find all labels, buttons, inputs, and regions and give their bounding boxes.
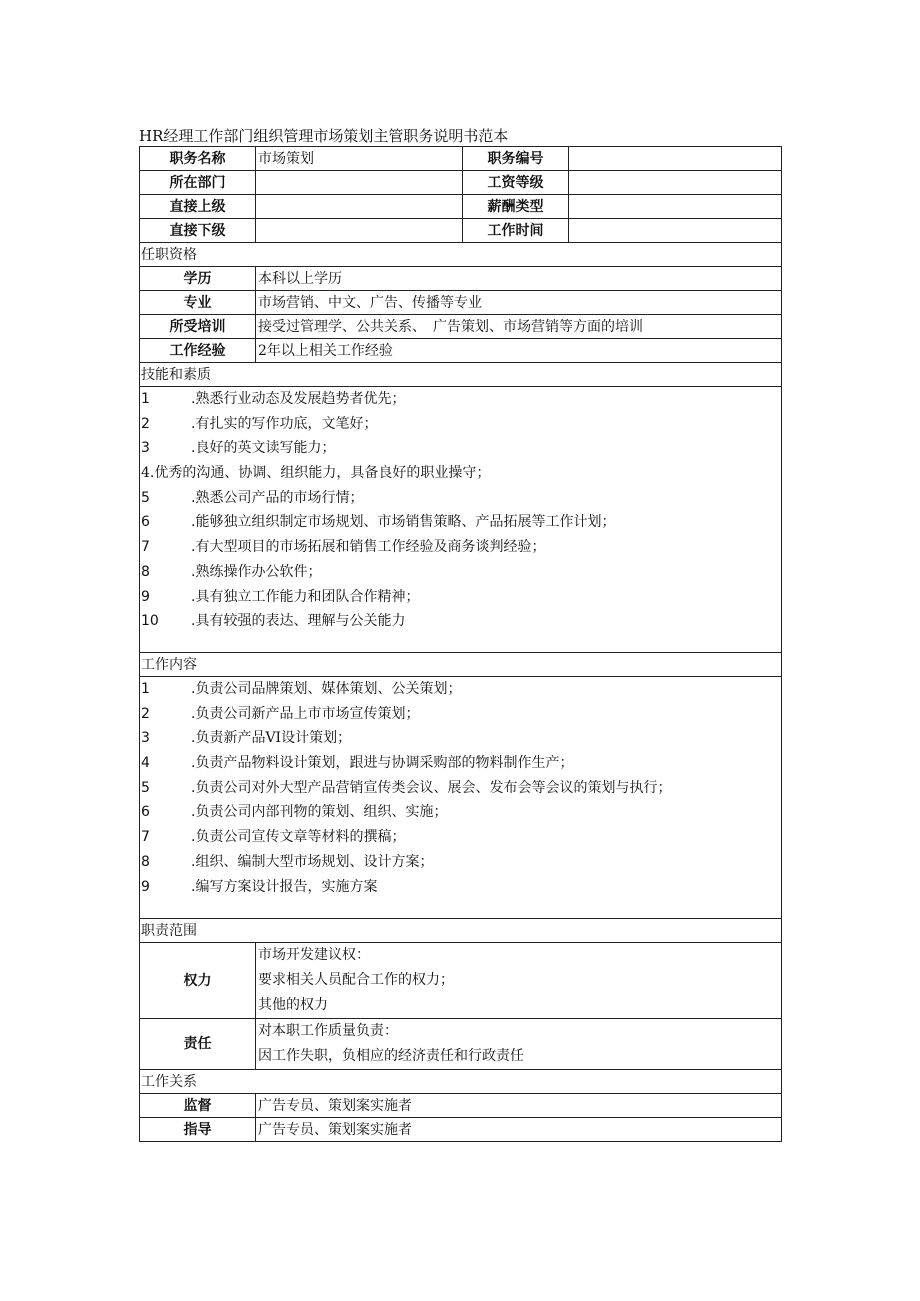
work-heading: 工作内容 bbox=[140, 653, 782, 677]
relation-row bbox=[140, 1094, 782, 1118]
qualification-label: 专业 bbox=[140, 291, 256, 315]
basic-value: 市场策划 bbox=[256, 147, 463, 171]
item-number: 6 bbox=[141, 804, 150, 821]
qualification-row bbox=[140, 267, 782, 291]
power-label: 权力 bbox=[140, 943, 256, 1019]
duty-row bbox=[140, 1019, 782, 1070]
basic-value bbox=[256, 195, 463, 219]
basic-value bbox=[256, 171, 463, 195]
basic-label: 直接下级 bbox=[140, 219, 256, 243]
power-row bbox=[140, 943, 782, 1019]
relation-label: 监督 bbox=[140, 1094, 256, 1118]
basic-label: 工作时间 bbox=[463, 219, 569, 243]
qualification-value: 市场营销、中文、广告、传播等专业 bbox=[256, 291, 782, 315]
basic-value bbox=[256, 219, 463, 243]
item-number: 8 bbox=[141, 853, 150, 870]
relations-heading: 工作关系 bbox=[140, 1070, 782, 1094]
qualification-row bbox=[140, 315, 782, 339]
item-text: .组织、编制大型市场规划、设计方案； bbox=[191, 853, 434, 870]
item-number: 2 bbox=[141, 415, 150, 432]
qualification-row bbox=[140, 291, 782, 315]
basic-row bbox=[140, 195, 782, 219]
item-number: 6 bbox=[141, 514, 150, 531]
qualification-label: 工作经验 bbox=[140, 339, 256, 363]
basic-label: 薪酬类型 bbox=[463, 195, 569, 219]
item-text: .熟练操作办公软件； bbox=[191, 563, 322, 580]
section-heading-row bbox=[140, 653, 782, 677]
basic-value bbox=[569, 219, 782, 243]
list-item bbox=[140, 609, 781, 634]
basic-row bbox=[140, 171, 782, 195]
item-number: 2 bbox=[141, 705, 150, 722]
basic-label: 职务名称 bbox=[140, 147, 256, 171]
qualification-row bbox=[140, 339, 782, 363]
work-list bbox=[140, 677, 782, 919]
basic-row bbox=[140, 219, 782, 243]
item-text: .熟悉公司产品的市场行情； bbox=[191, 489, 364, 506]
list-item bbox=[140, 461, 781, 486]
item-text: .负责公司品牌策划、媒体策划、公关策划； bbox=[191, 681, 462, 697]
basic-label: 工资等级 bbox=[463, 171, 569, 195]
duty-lines bbox=[256, 1019, 782, 1070]
item-text: .有大型项目的市场拓展和销售工作经验及商务谈判经验； bbox=[191, 539, 546, 556]
basic-value bbox=[569, 147, 782, 171]
list-item bbox=[140, 800, 781, 825]
list-item bbox=[140, 726, 781, 751]
scope-heading: 职责范围 bbox=[140, 919, 782, 943]
qualifications-heading: 任职资格 bbox=[140, 243, 782, 267]
basic-label: 职务编号 bbox=[463, 147, 569, 171]
qualification-value: 2年以上相关工作经验 bbox=[256, 339, 782, 363]
item-number: 5 bbox=[141, 779, 150, 796]
item-text: .能够独立组织制定市场规划、市场销售策略、产品拓展等工作计划； bbox=[191, 514, 616, 531]
skills-list bbox=[140, 387, 782, 653]
relation-row bbox=[140, 1118, 782, 1142]
duty-label: 责任 bbox=[140, 1019, 256, 1070]
list-item bbox=[140, 677, 781, 702]
power-lines bbox=[256, 943, 782, 1019]
document-title: HR经理工作部门组织管理市场策划主管职务说明书范本 bbox=[139, 127, 509, 145]
item-text: .负责公司宣传文章等材料的撰稿； bbox=[191, 829, 406, 846]
section-heading-row bbox=[140, 919, 782, 943]
duty-line: 因工作失职，负相应的经济责任和行政责任 bbox=[258, 1048, 524, 1064]
power-line: 其他的权力 bbox=[258, 997, 328, 1013]
relation-label: 指导 bbox=[140, 1118, 256, 1142]
basic-row bbox=[140, 147, 782, 171]
list-item bbox=[140, 776, 781, 801]
item-number: 9 bbox=[141, 588, 150, 605]
power-line: 市场开发建议权： bbox=[258, 947, 370, 963]
item-text: .负责公司内部刊物的策划、组织、实施； bbox=[191, 804, 448, 821]
item-text: .负责公司对外大型产品营销宣传类会议、展会、发布会等会议的策划与执行； bbox=[191, 779, 672, 796]
list-item bbox=[140, 535, 781, 560]
section-heading-row bbox=[140, 1070, 782, 1094]
duty-line: 对本职工作质量负责： bbox=[258, 1023, 398, 1039]
qualification-value: 本科以上学历 bbox=[256, 267, 782, 291]
relation-value: 广告专员、策划案实施者 bbox=[256, 1118, 782, 1142]
item-number: 4 bbox=[141, 755, 150, 772]
relation-value: 广告专员、策划案实施者 bbox=[256, 1094, 782, 1118]
item-text: .有扎实的写作功底，文笔好； bbox=[191, 415, 378, 432]
document bbox=[139, 127, 781, 1142]
item-text: .熟悉行业动态及发展趋势者优先； bbox=[191, 391, 406, 407]
list-item bbox=[140, 875, 781, 900]
list-item bbox=[140, 751, 781, 776]
list-item bbox=[140, 825, 781, 850]
item-number: 9 bbox=[141, 878, 150, 895]
item-number: 5 bbox=[141, 489, 150, 506]
item-text: .具有独立工作能力和团队合作精神； bbox=[191, 588, 420, 605]
basic-value bbox=[569, 195, 782, 219]
item-number: 1 bbox=[141, 681, 150, 697]
skills-list-row bbox=[140, 387, 782, 653]
list-item bbox=[140, 510, 781, 535]
list-item bbox=[140, 387, 781, 412]
item-text: 4.优秀的沟通、协调、组织能力，具备良好的职业操守； bbox=[141, 465, 491, 482]
item-number: 7 bbox=[141, 829, 150, 846]
item-number: 1 bbox=[141, 391, 150, 407]
item-number: 3 bbox=[141, 440, 150, 457]
item-text: .负责产品物料设计策划，跟进与协调采购部的物料制作生产； bbox=[191, 755, 574, 772]
item-text: .良好的英文读写能力； bbox=[191, 440, 336, 457]
power-line: 要求相关人员配合工作的权力； bbox=[258, 972, 454, 988]
section-heading-row bbox=[140, 243, 782, 267]
basic-value bbox=[569, 171, 782, 195]
section-heading-row bbox=[140, 363, 782, 387]
list-item bbox=[140, 702, 781, 727]
basic-label: 所在部门 bbox=[140, 171, 256, 195]
item-number: 8 bbox=[141, 563, 150, 580]
item-text: .编写方案设计报告，实施方案 bbox=[191, 878, 378, 895]
list-item bbox=[140, 436, 781, 461]
list-item bbox=[140, 412, 781, 437]
item-text: .负责公司新产品上市市场宣传策划； bbox=[191, 705, 420, 722]
job-description-table bbox=[139, 146, 782, 1142]
list-item bbox=[140, 560, 781, 585]
item-number: 7 bbox=[141, 539, 150, 556]
qualification-label: 所受培训 bbox=[140, 315, 256, 339]
list-item bbox=[140, 850, 781, 875]
list-item bbox=[140, 486, 781, 511]
qualification-label: 学历 bbox=[140, 267, 256, 291]
skills-heading: 技能和素质 bbox=[140, 363, 782, 387]
item-text: .负责新产品VI设计策划； bbox=[191, 730, 352, 747]
item-text: .具有较强的表达、理解与公关能力 bbox=[191, 613, 406, 630]
work-list-row bbox=[140, 677, 782, 919]
list-item bbox=[140, 585, 781, 610]
qualification-value: 接受过管理学、公共关系、 广告策划、市场营销等方面的培训 bbox=[256, 315, 782, 339]
item-number: 3 bbox=[141, 730, 150, 747]
basic-label: 直接上级 bbox=[140, 195, 256, 219]
item-number: 10 bbox=[141, 613, 159, 630]
